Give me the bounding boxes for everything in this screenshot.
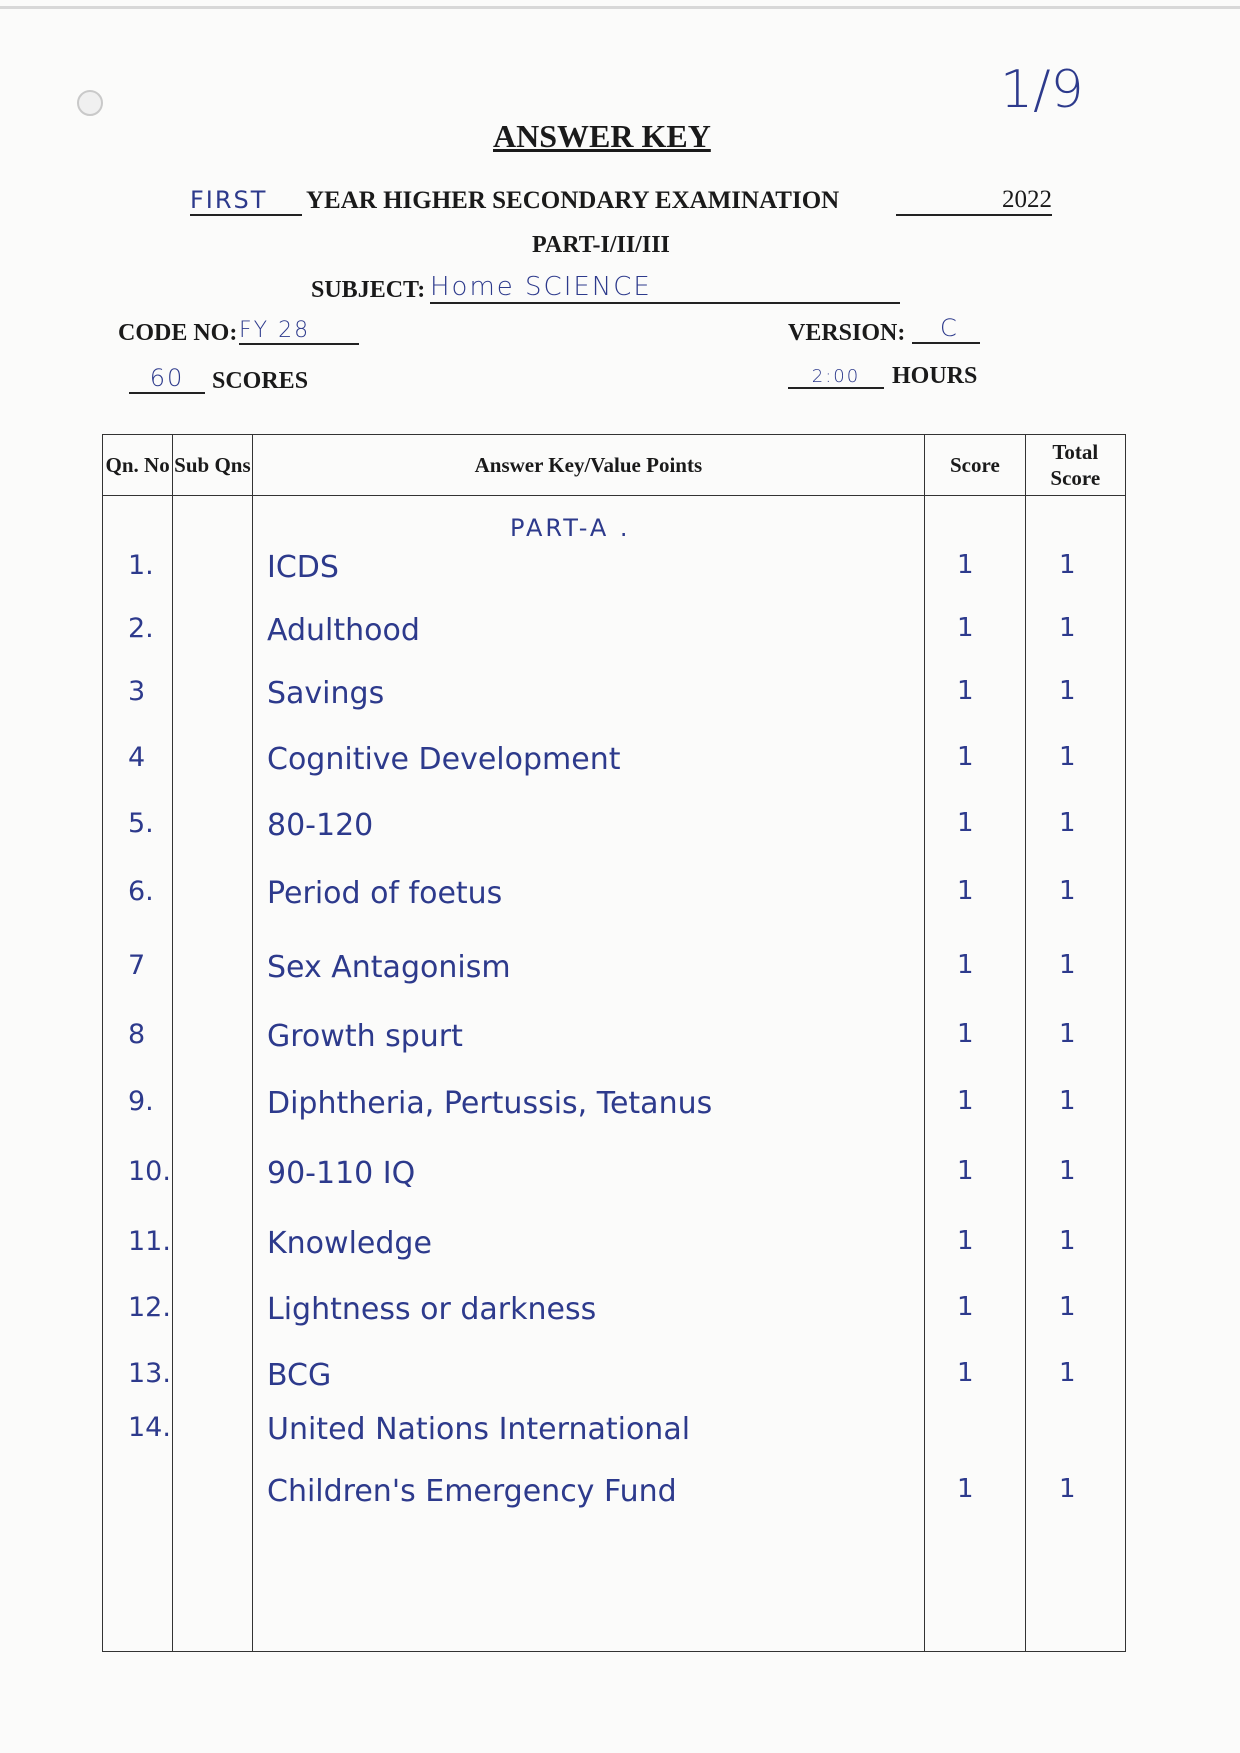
table-row [102,1156,1126,1196]
question-number: 1. [128,550,154,581]
col-score: Score [925,435,1025,496]
score-value: 1 [957,1156,974,1186]
question-number: 3 [128,676,146,707]
col-total-score: Total Score [1025,435,1125,496]
page-title: ANSWER KEY [493,118,711,154]
answer-text: Cognitive Development [267,742,621,777]
version-value: C [912,314,980,344]
table-row [102,1412,1126,1452]
question-number: 13. [128,1358,171,1389]
score-value: 1 [957,550,974,580]
answer-text: Period of foetus [267,876,503,911]
table-row [102,676,1126,716]
table-row [102,1358,1126,1398]
table-row [102,1086,1126,1126]
score-value: 1 [957,1292,974,1322]
total-score-value: 1 [1059,808,1076,838]
col-answer: Answer Key/Value Points [252,435,925,496]
question-number: 12. [128,1292,171,1323]
answer-text: Growth spurt [267,1019,463,1054]
table-row [102,550,1126,590]
score-value: 1 [957,1226,974,1256]
answer-text: United Nations International [267,1412,691,1447]
score-value: 1 [957,1358,974,1388]
score-value: 1 [957,808,974,838]
table-row [102,876,1126,916]
score-value: 1 [957,742,974,772]
score-value: 1 [957,950,974,980]
scores-value: 60 [129,364,205,394]
answer-text: Sex Antagonism [267,950,511,985]
section-heading: PART-A . [510,514,631,542]
question-number: 7 [128,950,146,981]
question-number: 2. [128,613,154,644]
question-number: 9. [128,1086,154,1117]
subject-label: SUBJECT: [311,277,426,303]
question-number: 4 [128,742,146,773]
version-label: VERSION: [788,320,906,346]
col-sub-qns: Sub Qns [173,435,252,496]
total-score-value: 1 [1059,550,1076,580]
question-number: 5. [128,808,154,839]
question-number: 14. [128,1412,171,1443]
total-score-value: 1 [1059,950,1076,980]
hours-label: HOURS [892,363,978,389]
answer-text: Savings [267,676,385,711]
table-row [102,613,1126,653]
table-row [102,950,1126,990]
year-value: FIRST [190,186,302,216]
total-score-value: 1 [1059,1226,1076,1256]
page-top-edge [0,6,1240,9]
punch-hole-icon [77,90,103,116]
question-number: 11. [128,1226,171,1257]
table-row [102,1292,1126,1332]
table-row [102,1474,1126,1514]
total-score-value: 1 [1059,1086,1076,1116]
question-number: 8 [128,1019,146,1050]
total-score-value: 1 [1059,1474,1076,1504]
question-number: 6. [128,876,154,907]
answer-text: Adulthood [267,613,420,648]
hours-value: 2:00 [788,366,884,389]
score-value: 1 [957,1474,974,1504]
col-qn-no: Qn. No [103,435,173,496]
answer-text: Knowledge [267,1226,432,1261]
answer-text: 90-110 IQ [267,1156,416,1191]
total-score-value: 1 [1059,676,1076,706]
table-row [102,1226,1126,1266]
total-score-value: 1 [1059,876,1076,906]
total-score-value: 1 [1059,1019,1076,1049]
scores-label: SCORES [212,368,309,394]
exam-year: 2022 [896,186,1052,216]
answer-text: Lightness or darkness [267,1292,597,1327]
total-score-value: 1 [1059,1358,1076,1388]
page-number: 1/9 [1000,60,1084,120]
total-score-value: 1 [1059,1292,1076,1322]
part-line: PART-I/II/III [532,232,670,258]
score-value: 1 [957,676,974,706]
total-score-value: 1 [1059,613,1076,643]
score-value: 1 [957,876,974,906]
answer-text: 80-120 [267,808,374,843]
question-number: 10. [128,1156,171,1187]
code-value: FY 28 [239,318,359,345]
score-value: 1 [957,613,974,643]
table-row [102,742,1126,782]
score-value: 1 [957,1086,974,1116]
answer-text: Children's Emergency Fund [267,1474,677,1509]
total-score-value: 1 [1059,1156,1076,1186]
answer-text: BCG [267,1358,332,1393]
score-value: 1 [957,1019,974,1049]
table-row [102,808,1126,848]
answer-text: Diphtheria, Pertussis, Tetanus [267,1086,713,1121]
table-row [102,1019,1126,1059]
code-label: CODE NO: [118,320,238,346]
exam-name: YEAR HIGHER SECONDARY EXAMINATION [306,187,840,214]
total-score-value: 1 [1059,742,1076,772]
answer-text: ICDS [267,550,339,585]
subject-value: Home SCIENCE [430,272,900,304]
exam-line [190,186,839,216]
